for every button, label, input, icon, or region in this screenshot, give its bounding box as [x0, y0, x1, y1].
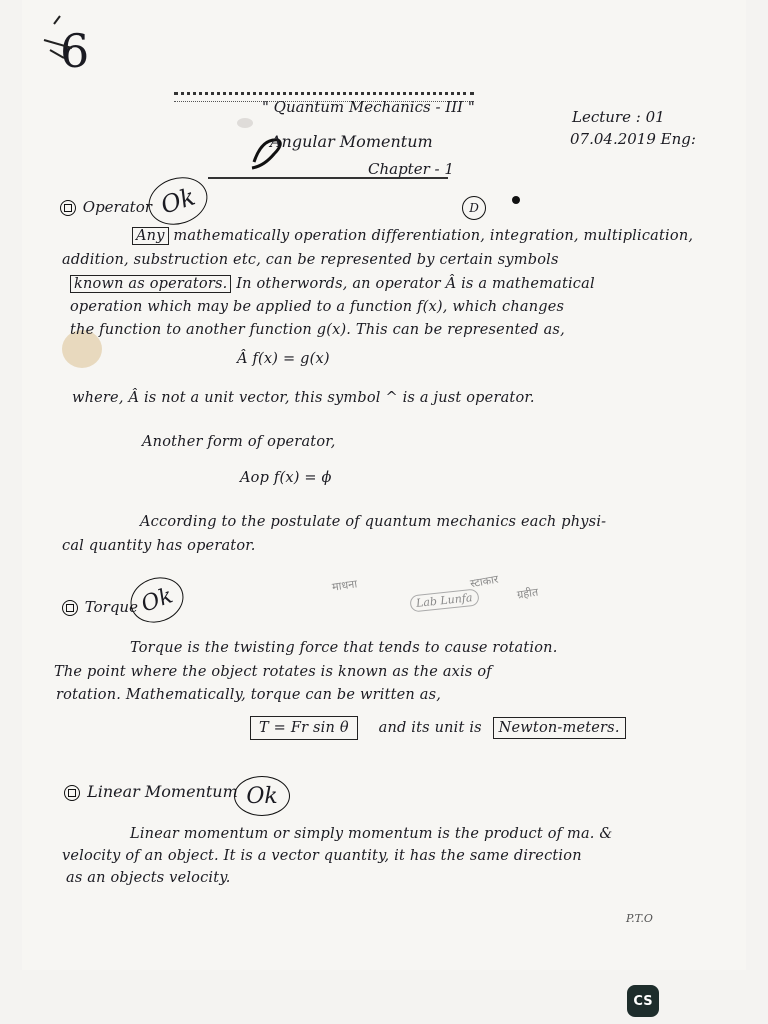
stamp-mark-1: माधना: [331, 577, 358, 594]
operator-line-6: where, Â is not a unit vector, this symbol ^ is a just operator.: [72, 390, 535, 406]
operator-line-5: the function to another function g(x). This can be represented as,: [70, 322, 565, 338]
momentum-line-3: as an objects velocity.: [66, 870, 231, 886]
bullet-box-icon: [64, 785, 80, 801]
stamp-mark-2: Lab Lunfa: [409, 588, 479, 612]
momentum-line-2: velocity of an object. It is a vector quantity, it has the same direction: [62, 848, 582, 864]
momentum-line-1: Linear momentum or simply momentum is the product of ma. &: [130, 826, 613, 842]
operator-line-1-text: mathematically operation differentiation, integration, multiplication,: [168, 228, 694, 244]
course-title: " Quantum Mechanics - III ": [262, 98, 475, 116]
ok-mark-label: Ok: [137, 582, 177, 618]
corner-scribble-icon: [32, 10, 72, 60]
torque-unit-box: Newton-meters.: [493, 717, 626, 739]
operator-line-9: cal quantity has operator.: [62, 538, 256, 554]
smudge-mark: [237, 118, 253, 128]
ok-mark-operator: [142, 170, 213, 232]
camscanner-logo: [627, 985, 659, 1017]
torque-eq-suffix: and its unit is: [378, 720, 482, 736]
topic-title: Angular Momentum: [270, 132, 433, 151]
ok-mark-torque: [124, 570, 190, 630]
operator-line-4: operation which may be applied to a function f(x), which changes: [70, 299, 565, 315]
bullet-box-icon: [62, 600, 78, 616]
operator-equation-1: Â f(x) = g(x): [237, 351, 330, 367]
camscanner-logo-text: CS: [633, 993, 653, 1009]
torque-line-1: [130, 640, 558, 656]
operator-line-3: [70, 276, 595, 292]
chapter-underline: [208, 177, 448, 179]
operator-heading: [60, 198, 152, 216]
operator-line-7: Another form of operator,: [142, 434, 336, 450]
torque-equation: [250, 720, 626, 736]
operator-word-any: Any: [132, 227, 169, 245]
linear-momentum-heading: [64, 782, 238, 801]
operator-line-1: [132, 228, 693, 244]
notebook-page: [22, 0, 746, 970]
torque-heading-label: Torque: [84, 598, 138, 616]
pto-mark: P.T.O: [626, 912, 653, 925]
operator-heading-label: Operator: [82, 198, 152, 216]
stamp-mark-4: ग्रहीत: [516, 585, 539, 602]
lecture-date: 07.04.2019 Eng:: [570, 130, 696, 148]
circle-d-label: D: [469, 201, 479, 215]
torque-line-3: rotation. Mathematically, torque can be written as,: [56, 687, 442, 703]
operator-line-2: addition, substruction etc, can be represented by certain symbols: [62, 252, 559, 268]
bullet-box-icon: [60, 200, 76, 216]
lecture-number: Lecture : 01: [572, 108, 665, 126]
known-as-operators: known as operators.: [70, 275, 231, 293]
ok-mark-label: Ok: [246, 783, 278, 809]
chapter-title: Chapter - 1: [368, 160, 454, 178]
ok-mark-momentum: [234, 776, 290, 816]
torque-line-1-text: Torque is the twisting force that tends to cause rotation.: [130, 640, 558, 656]
operator-equation-2: Aop f(x) = ϕ: [240, 470, 332, 486]
stamp-mark-3: स्टाकार: [469, 572, 500, 591]
torque-heading: [62, 598, 138, 616]
torque-line-2: The point where the object rotates is known as the axis of: [54, 664, 492, 680]
operator-line-3-text: In otherwords, an operator Â is a mathematical: [231, 276, 595, 292]
ink-dot: [512, 196, 520, 204]
operator-line-8: According to the postulate of quantum mechanics each physi-: [140, 514, 607, 530]
ok-mark-label: Ok: [157, 182, 199, 220]
circle-d-mark: [462, 196, 486, 220]
linear-momentum-heading-label: Linear Momentum: [87, 782, 238, 801]
page-number-mark: 6: [60, 24, 90, 78]
torque-formula-box: T = Fr sin θ: [250, 716, 358, 740]
